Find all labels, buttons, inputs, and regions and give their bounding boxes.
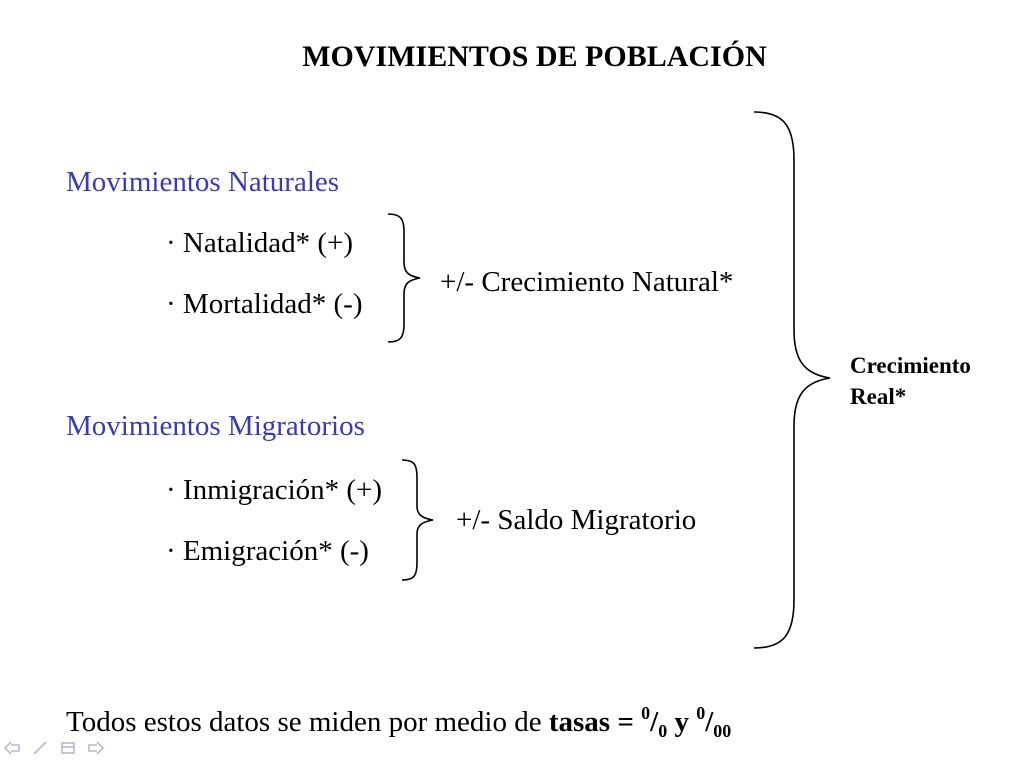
real-growth-line2: Real* [850, 384, 907, 409]
permil-numerator: 0 [696, 703, 706, 723]
emigracion-item: · Emigración* (-) [166, 535, 369, 567]
footer-and: y [667, 706, 697, 738]
pen-icon[interactable] [30, 738, 50, 758]
real-growth-line1: Crecimiento [850, 353, 971, 378]
footer-note [66, 703, 732, 741]
natural-growth-label: +/- Crecimiento Natural* [440, 266, 734, 298]
inmigracion-item: · Inmigración* (+) [166, 474, 383, 506]
real-growth-label [850, 350, 971, 412]
migratory-balance-label: +/- Saldo Migratorio [456, 504, 697, 536]
migratory-movements-heading: Movimientos Migratorios [66, 410, 365, 442]
percent-numerator: 0 [641, 703, 651, 723]
arrow-left-icon[interactable] [2, 738, 22, 758]
slide-navigation [2, 738, 106, 758]
page-title: MOVIMIENTOS DE POBLACIÓN [302, 40, 767, 73]
footer-text: Todos estos datos se miden por medio de [66, 706, 549, 738]
migratory-brace [400, 458, 440, 582]
percent-denominator: 0 [658, 721, 668, 741]
permil-slash: / [705, 706, 714, 738]
menu-icon[interactable] [58, 738, 78, 758]
permil-denominator: 00 [713, 721, 732, 741]
arrow-right-icon[interactable] [86, 738, 106, 758]
percent-slash: / [650, 706, 659, 738]
mortalidad-item: · Mortalidad* (-) [166, 288, 363, 320]
footer-equals: = [610, 706, 642, 738]
natalidad-item: · Natalidad* (+) [166, 227, 354, 259]
footer-tasas: tasas [548, 706, 611, 738]
natural-movements-heading: Movimientos Naturales [66, 166, 340, 198]
real-growth-brace [752, 110, 836, 650]
natural-brace [386, 212, 426, 344]
